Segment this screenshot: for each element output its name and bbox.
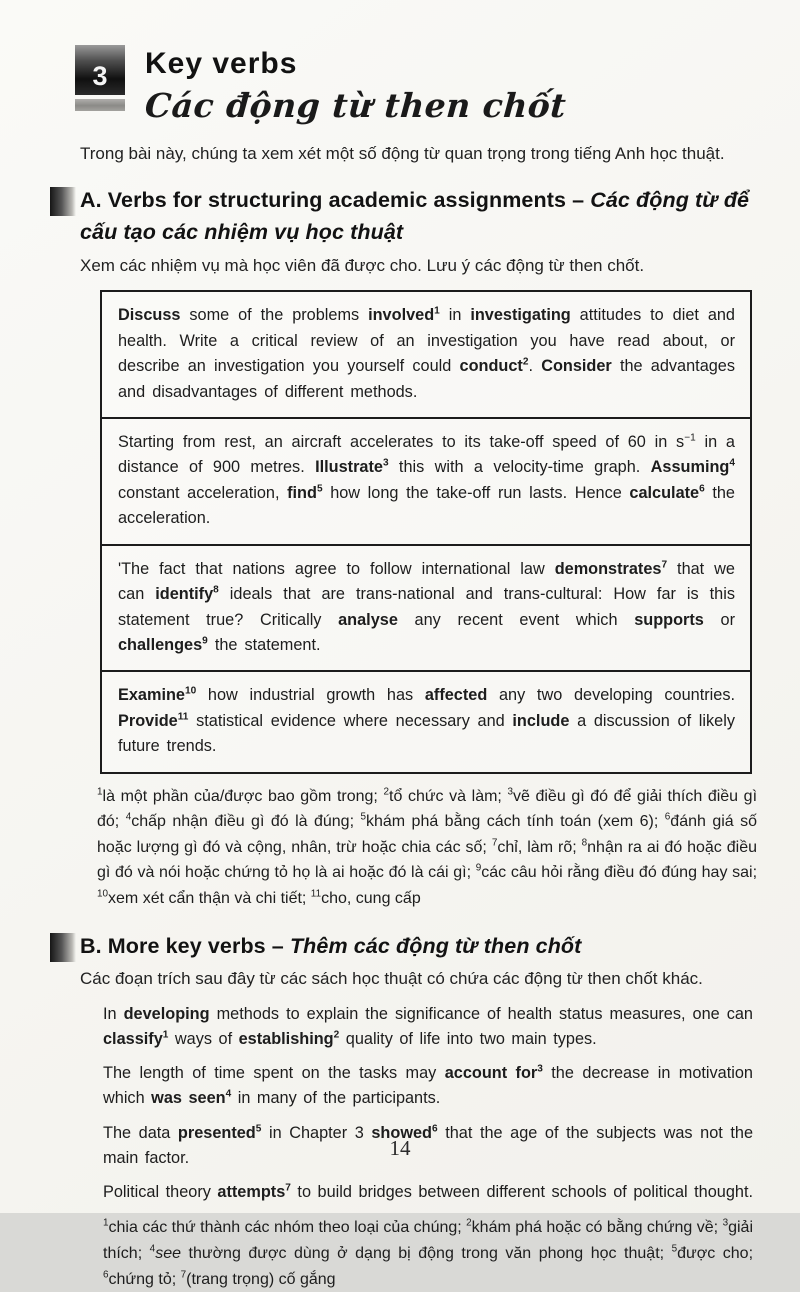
section-marker-icon	[50, 187, 76, 216]
section-a-heading	[50, 184, 752, 249]
assignment-example: Examine$^{10}$ how industrial growth has affected any two developing countries. Provide$^{11}$ statistical evidence where necessary and include a discussion of likely future trends.	[102, 670, 750, 771]
assignment-example: Discuss some of the problems involved$^1$ in investigating attitudes to diet and health. Write a critical review of an investigation you have read about, or describe an investigation you yourself could conduct$^2$. Consider the advantages and disadvantages of different methods.	[118, 305, 735, 401]
assignment-example: 'The fact that nations agree to follow international law demonstrates$^7$ that we can identify$^8$ ideals that are trans-national and trans-cultural: How far is this statement true? Critically analyse any recent event which supports or challenges$^9$ the statement.	[102, 544, 750, 671]
unit-intro: Trong bài này, chúng ta xem xét một số động từ quan trọng trong tiếng Anh học thuật.	[80, 143, 725, 163]
section-b-heading	[50, 930, 752, 962]
extract-paragraph: The length of time spent on the tasks may account for$^3$ the decrease in motivation which was seen$^4$ in many of the participants.	[103, 1063, 753, 1108]
page-footer	[0, 1136, 800, 1161]
unit-badge-strip	[75, 99, 125, 111]
assignment-examples-box	[100, 290, 752, 773]
page-number: 14	[389, 1136, 411, 1160]
section-b-footnotes: $^1$chia các thứ thành các nhóm theo loại của chúng; $^2$khám phá hoặc có bằng chứng về; $^3$giải thích; $^4$see thường được dùng ở dạng bị động trong văn phong học thuật; $^5$được cho; $^6$chứng tỏ; $^7$(trang trọng) cố gắng	[103, 1217, 754, 1288]
unit-badge	[75, 45, 125, 111]
section-b-lead: Các đoạn trích sau đây từ các sách học thuật có chứa các động từ then chốt khác.	[80, 968, 703, 988]
unit-number-badge	[75, 45, 125, 95]
page-title: Key verbs	[145, 47, 298, 80]
assignment-example: Starting from rest, an aircraft accelerates to its take-off speed of 60 in $s^{-1}$ in a distance of 900 metres. Illustrate$^3$ this with a velocity-time graph. Assuming$^4$ constant acceleration, find$^5$ how long the take-off run lasts. Hence calculate$^6$ the acceleration.	[102, 417, 750, 544]
page-subtitle: Các động từ then chốt	[143, 86, 568, 125]
section-a-footnotes: $^1$là một phần của/được bao gồm trong; $^2$tổ chức và làm; $^3$vẽ điều gì đó để giải thích điều gì đó; $^4$chấp nhận điều gì đó là đúng; $^5$khám phá bằng cách tính toán (xem 6); $^6$đánh giá số hoặc lượng gì đó và cộng, nhân, trừ hoặc chia các số; $^7$chỉ, làm rõ; $^8$nhận ra ai đó hoặc điều gì đó và nói hoặc chứng tỏ họ là ai hoặc đó là cái gì; $^9$các câu hỏi rằng điều đó đúng hay sai; $^{10}$xem xét cẩn thận và chi tiết; $^{11}$cho, cung cấp	[97, 786, 758, 908]
section-b-heading-text: B. More key verbs – Thêm các động từ then chốt	[80, 933, 582, 958]
unit-number: 3	[92, 61, 108, 91]
section-marker-icon	[50, 933, 76, 962]
unit-title-block	[145, 45, 566, 126]
unit-header	[75, 45, 752, 126]
extract-paragraph: The data presented$^5$ in Chapter 3 showed$^6$ that the age of the subjects was not the main factor.	[103, 1123, 754, 1167]
section-b-paragraphs	[103, 1002, 753, 1206]
section-a-heading-text: A. Verbs for structuring academic assignments – Các động từ để cấu tạo các nhiệm vụ học thuật	[80, 188, 750, 245]
extract-paragraph: Political theory attempts$^7$ to build bridges between different schools of political thought.	[103, 1182, 753, 1202]
section-a-lead: Xem các nhiệm vụ mà học viên đã được cho. Lưu ý các động từ then chốt.	[80, 255, 645, 275]
extract-paragraph: In developing methods to explain the significance of health status measures, one can classify$^1$ ways of establishing$^2$ quality of life into two main types.	[103, 1004, 753, 1048]
